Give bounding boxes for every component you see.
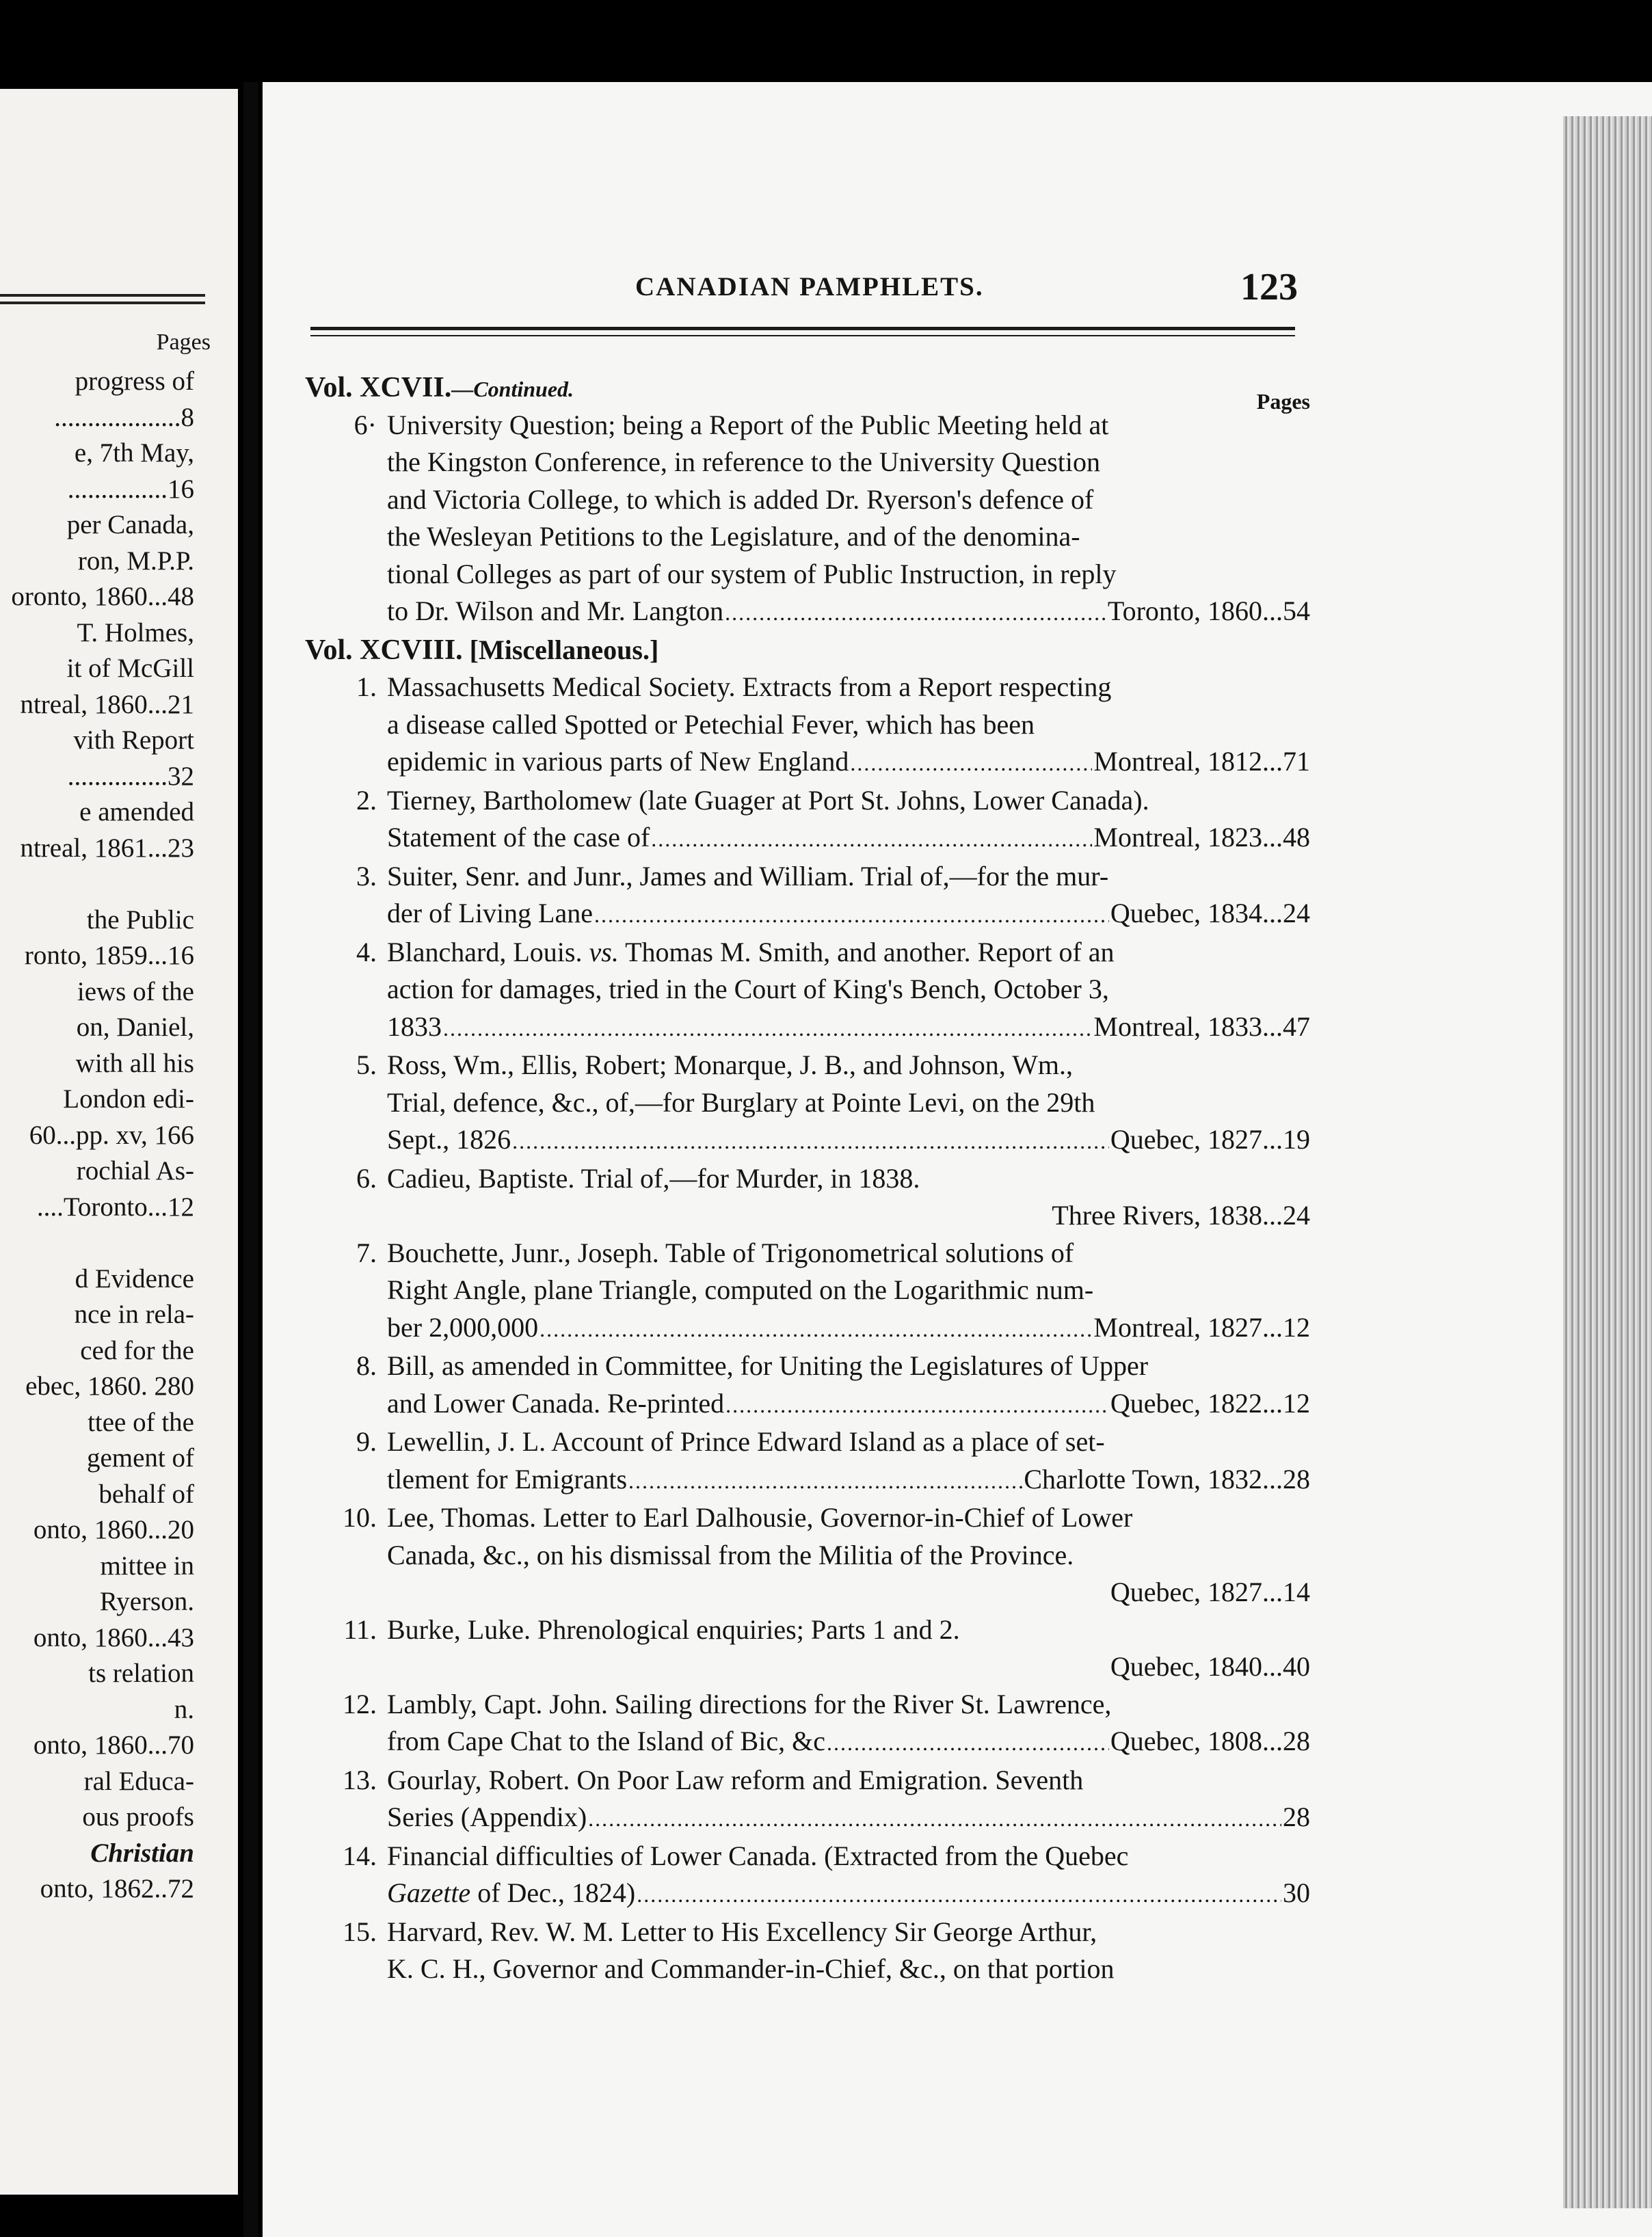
previous-page-line: ...............16: [67, 474, 194, 504]
leader-dots: [850, 745, 1092, 782]
leader-dots: [443, 1010, 1092, 1047]
previous-page-line: oronto, 1860...48: [11, 582, 194, 611]
header-rule-thin: [310, 335, 1295, 336]
leader-dots: [539, 1311, 1092, 1348]
volume-heading-98: [305, 632, 1310, 669]
previous-page-lines: [11, 364, 194, 1907]
previous-page-line: d Evidence: [75, 1263, 194, 1294]
entry-line: Lewellin, J. L. Account of Prince Edward Island as a place of set-: [387, 1426, 1105, 1457]
previous-page-line: ts relation: [88, 1659, 194, 1688]
previous-page-line: ttee of the: [88, 1407, 194, 1437]
page-edge-stack: [1563, 116, 1652, 2208]
catalogue-entry: [305, 1348, 1310, 1423]
entry-last-line: [387, 1309, 1310, 1348]
previous-page-line: behalf of: [98, 1479, 194, 1509]
previous-page-line: [11, 1225, 194, 1261]
entry-imprint: Three Rivers, 1838...24: [1052, 1200, 1310, 1231]
previous-page-line: onto, 1860...70: [33, 1730, 194, 1760]
previous-page-line: ....Toronto...12: [36, 1192, 194, 1222]
previous-page-line: with all his: [75, 1048, 194, 1078]
entry-pages: 28: [1283, 1801, 1310, 1832]
previous-page-line: n.: [174, 1694, 194, 1724]
entry-text: Statement of the case of: [387, 822, 650, 853]
entry-last-line: [387, 1723, 1310, 1762]
entry-imprint: Quebec, 1827...19: [1110, 1124, 1310, 1155]
catalogue-content: [305, 369, 1310, 1988]
previous-page-line: ron, M.P.P.: [77, 546, 194, 576]
entry-imprint: Quebec, 1822...12: [1110, 1387, 1310, 1419]
previous-page-line: mittee in: [100, 1551, 194, 1581]
entry-text: and Lower Canada. Re-printed: [387, 1387, 725, 1419]
entry-line: University Question; being a Report of the Public Meeting held at: [387, 409, 1109, 440]
catalogue-entry: [305, 1762, 1310, 1838]
entry-line: the Wesleyan Petitions to the Legislature, and of the denomina-: [387, 521, 1080, 552]
entry-text: [387, 1875, 635, 1912]
previous-page-line: Christian: [90, 1838, 194, 1868]
leader-dots: [588, 1800, 1281, 1838]
catalogue-entry: [305, 1499, 1310, 1611]
entry-text: Series (Appendix): [387, 1801, 587, 1832]
previous-page-line: [11, 866, 194, 902]
entry-number: 4.: [356, 936, 377, 967]
entry-line: [387, 934, 1310, 972]
entry-number: 10.: [343, 1502, 377, 1533]
previous-page-pages-label: Pages: [156, 330, 211, 355]
entry-last-line: [387, 1461, 1310, 1500]
previous-page-line: on, Daniel,: [76, 1013, 194, 1042]
entry-imprint: Montreal, 1833...47: [1093, 1010, 1310, 1042]
previous-page-line: T. Holmes,: [77, 617, 194, 647]
leader-dots: [637, 1876, 1281, 1914]
previous-page-line: ...................8: [54, 402, 194, 432]
entry-line: Canada, &c., on his dismissal from the Militia of the Province.: [387, 1539, 1074, 1570]
entry-number: 3.: [356, 860, 377, 892]
previous-page-header-rule: [0, 294, 205, 309]
previous-page-line: per Canada,: [66, 510, 194, 539]
entry-last-line: [387, 743, 1310, 782]
volume-title: Vol. XCVIII.: [305, 634, 463, 666]
previous-page-line: it of McGill: [66, 654, 194, 683]
catalogue-entry: [305, 1838, 1310, 1914]
entry-line: the Kingston Conference, in reference to the University Question: [387, 446, 1101, 477]
previous-page-line: rochial As-: [76, 1156, 194, 1186]
entry-line: Harvard, Rev. W. M. Letter to His Excellency Sir George Arthur,: [387, 1916, 1097, 1947]
entry-text: Thomas M. Smith, and another. Report of an: [618, 936, 1115, 967]
previous-page-line: ebec, 1860. 280: [25, 1371, 194, 1401]
previous-page-line: e amended: [79, 797, 194, 827]
previous-page-line: gement of: [86, 1443, 194, 1473]
previous-page-line: ced for the: [80, 1335, 194, 1365]
entry-number: 1.: [356, 671, 377, 702]
previous-page-line: ronto, 1859...16: [24, 941, 194, 970]
entry-versus: vs.: [589, 936, 619, 967]
entry-imprint: Charlotte Town, 1832...28: [1024, 1463, 1310, 1495]
previous-page-line: onto, 1860...20: [33, 1515, 194, 1544]
leader-dots: [512, 1123, 1109, 1160]
entry-imprint: Quebec, 1834...24: [1110, 898, 1310, 928]
catalogue-entry: [305, 782, 1310, 858]
entry-line: Tierney, Bartholomew (late Guager at Port St. Johns, Lower Canada).: [387, 784, 1149, 816]
entry-last-line: [387, 819, 1310, 858]
entry-number: 7.: [356, 1237, 377, 1268]
header-rule-thick: [310, 327, 1295, 330]
entry-line: tional Colleges as part of our system of Public Instruction, in reply: [387, 558, 1117, 589]
entry-number: 2.: [356, 784, 377, 816]
entry-text: 1833: [387, 1010, 442, 1042]
previous-page-line: ...............32: [67, 761, 194, 791]
entry-text: Blanchard, Louis.: [387, 936, 589, 967]
entry-line: Bouchette, Junr., Joseph. Table of Trigonometrical solutions of: [387, 1237, 1074, 1268]
entry-line: Trial, defence, &c., of,—for Burglary at Pointe Levi, on the 29th: [387, 1086, 1095, 1118]
previous-page-line: vith Report: [73, 725, 194, 755]
previous-page-line: 60...pp. xv, 166: [29, 1120, 194, 1150]
volume-title: Vol. XCVII.: [305, 372, 452, 403]
entry-text: ber 2,000,000: [387, 1311, 539, 1343]
entry-line: Lee, Thomas. Letter to Earl Dalhousie, Governor-in-Chief of Lower: [387, 1502, 1133, 1533]
entry-line: Massachusetts Medical Society. Extracts from a Report respecting: [387, 671, 1112, 702]
entry-imprint: Montreal, 1827...12: [1093, 1311, 1310, 1343]
entry-number: 9.: [356, 1426, 377, 1457]
entry-line: Burke, Luke. Phrenological enquiries; Parts 1 and 2.: [387, 1613, 960, 1645]
catalogue-entry: [305, 1611, 1310, 1686]
previous-page-line: onto, 1862..72: [40, 1874, 194, 1903]
entry-last-line: [387, 895, 1310, 934]
entry-imprint: Quebec, 1808...28: [1110, 1726, 1310, 1756]
previous-page-line: London edi-: [63, 1084, 194, 1114]
entry-number: 11.: [343, 1613, 377, 1645]
leader-dots: [827, 1724, 1109, 1762]
previous-page-line: Ryerson.: [99, 1587, 194, 1616]
entry-imprint: Quebec, 1827...14: [1110, 1577, 1310, 1607]
previous-page-line: nce in rela-: [74, 1300, 194, 1329]
previous-page-line: ntreal, 1861...23: [20, 833, 194, 863]
entry-line: Bill, as amended in Committee, for Uniting the Legislatures of Upper: [387, 1350, 1149, 1381]
entry-last-line: [387, 1008, 1310, 1047]
previous-page-line: progress of: [75, 366, 194, 396]
entry-number: 14.: [343, 1840, 377, 1871]
book-page-123: [263, 82, 1652, 2237]
entry-number: 8.: [356, 1350, 377, 1381]
entry-pages: 30: [1283, 1877, 1310, 1908]
previous-page-line: ntreal, 1860...21: [20, 689, 194, 719]
catalogue-entry: [305, 934, 1310, 1047]
catalogue-entry: [305, 858, 1310, 934]
volume-continued: —Continued.: [451, 377, 574, 401]
entry-number: 6.: [356, 1162, 377, 1194]
catalogue-entry: [305, 1235, 1310, 1348]
leader-dots: [628, 1462, 1022, 1500]
book-binding-gutter: [243, 82, 258, 2237]
entry-last-line: [387, 1875, 1310, 1914]
entry-number: 6·: [354, 409, 377, 440]
leader-dots: [725, 594, 1106, 632]
entry-number: 15.: [343, 1916, 377, 1947]
entry-last-line: [387, 593, 1310, 632]
leader-dots: [725, 1387, 1109, 1424]
previous-page-line: iews of the: [77, 976, 194, 1006]
entry-imprint: Montreal, 1812...71: [1093, 746, 1310, 777]
entry-imprint: Quebec, 1840...40: [1110, 1651, 1310, 1682]
pages-column-label: Pages: [1256, 389, 1310, 414]
entry-text: to Dr. Wilson and Mr. Langton: [387, 595, 724, 626]
entry-line: K. C. H., Governor and Commander-in-Chief, &c., on that portion: [387, 1953, 1115, 1984]
entry-text: Sept., 1826: [387, 1124, 511, 1155]
entry-line: Ross, Wm., Ellis, Robert; Monarque, J. B., and Johnson, Wm.,: [387, 1049, 1073, 1080]
catalogue-entry: [305, 1047, 1310, 1160]
entry-line: Gourlay, Robert. On Poor Law reform and Emigration. Seventh: [387, 1764, 1084, 1795]
catalogue-entry: [305, 1160, 1310, 1235]
catalogue-entry: [305, 1914, 1310, 1988]
entry-line: a disease called Spotted or Petechial Fever, which has been: [387, 708, 1035, 740]
entry-last-line: [387, 1121, 1310, 1160]
entry-line: Lambly, Capt. John. Sailing directions for the River St. Lawrence,: [387, 1688, 1112, 1719]
previous-page-fragment: [0, 89, 238, 2195]
entry-line: Suiter, Senr. and Junr., James and William. Trial of,—for the mur-: [387, 860, 1109, 892]
entry-line: Cadieu, Baptiste. Trial of,—for Murder, in 1838.: [387, 1162, 920, 1194]
leader-dots: [651, 820, 1092, 858]
entry-text: of Dec., 1824): [470, 1877, 636, 1908]
catalogue-entry: [305, 1686, 1310, 1762]
entry-last-line: [387, 1799, 1310, 1838]
entry-number: 12.: [343, 1688, 377, 1719]
entry-line: action for damages, tried in the Court of King's Bench, October 3,: [387, 974, 1109, 1004]
entry-line: and Victoria College, to which is added Dr. Ryerson's defence of: [387, 483, 1094, 515]
running-header: CANADIAN PAMPHLETS.: [635, 272, 984, 302]
previous-page-line: ral Educa-: [83, 1766, 194, 1796]
page-number: 123: [1240, 266, 1298, 308]
entry-imprint: Toronto, 1860...54: [1107, 595, 1310, 626]
previous-page-line: onto, 1860...43: [33, 1622, 194, 1652]
catalogue-entry: [305, 669, 1310, 782]
volume-heading-97: [305, 369, 1310, 414]
entry-imprint: Montreal, 1823...48: [1093, 822, 1310, 853]
previous-page-line: the Public: [86, 905, 194, 935]
previous-page-line: ous proofs: [82, 1802, 194, 1832]
entry-line: Right Angle, plane Triangle, computed on the Logarithmic num-: [387, 1274, 1094, 1305]
catalogue-entry: [305, 1423, 1310, 1499]
leader-dots: [594, 896, 1109, 934]
entry-last-line: [387, 1385, 1310, 1424]
entry-text: der of Living Lane: [387, 898, 593, 928]
entry-italic-title: Gazette: [387, 1877, 471, 1908]
volume-subject: [Miscellaneous.]: [469, 634, 659, 665]
entry-number: 5.: [356, 1049, 377, 1080]
entry-number: 13.: [343, 1764, 377, 1795]
entry-text: tlement for Emigrants: [387, 1463, 628, 1495]
entry-text: epidemic in various parts of New England: [387, 746, 849, 777]
entry-text: from Cape Chat to the Island of Bic, &c: [387, 1726, 825, 1756]
entry-line: Financial difficulties of Lower Canada. (Extracted from the Quebec: [387, 1840, 1129, 1871]
catalogue-entry: [305, 407, 1310, 632]
previous-page-line: e, 7th May,: [74, 438, 194, 468]
